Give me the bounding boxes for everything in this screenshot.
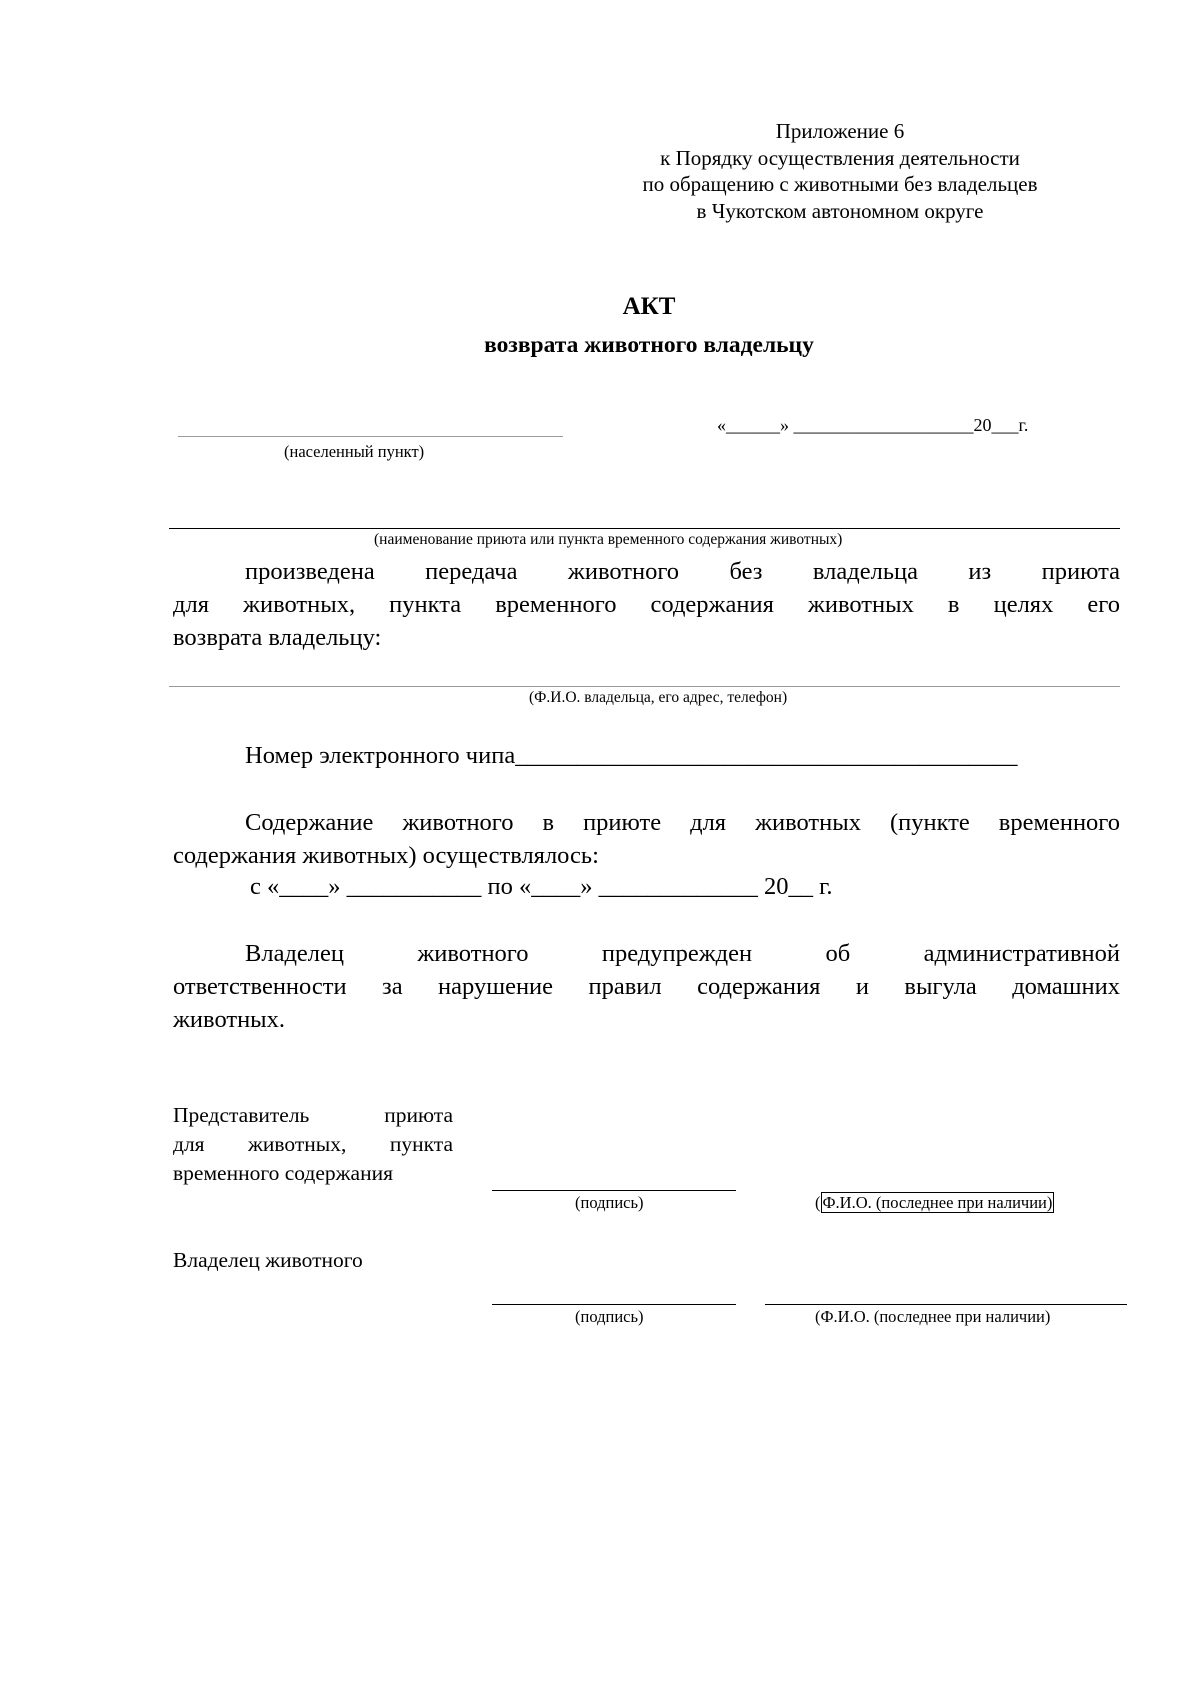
appendix-line: Приложение 6 (775, 119, 905, 143)
shelter-caption: (наименование приюта или пункта временного содержания животных) (374, 531, 843, 548)
paragraph-line: Содержание животного в приюте для животных (пункте временного (245, 809, 1120, 836)
owner-caption: (Ф.И.О. владельца, его адрес, телефон) (529, 689, 788, 706)
rep-fio-caption (815, 1193, 1054, 1213)
representative-line: для животных, пункта (173, 1132, 453, 1156)
rep-fio-prefix: ( (815, 1193, 821, 1212)
keeping-period: с «____» ___________ по «____» _____________ 20__ г. (250, 873, 833, 900)
owner-line (169, 686, 1120, 687)
representative-label (173, 1101, 453, 1188)
appendix-line: в Чукотском автономном округе (696, 198, 984, 223)
paragraph-line: содержания животных) осуществлялось: (173, 842, 599, 869)
paragraph-line: Владелец животного предупрежден об административной (245, 940, 1120, 967)
shelter-line (169, 528, 1120, 529)
representative-line: временного содержания (173, 1161, 393, 1185)
place-caption: (населенный пункт) (284, 442, 425, 461)
appendix-line: к Порядку осуществления деятельности (660, 145, 1020, 170)
transfer-paragraph (173, 555, 1120, 654)
paragraph-line: для животных, пункта временного содержания животных в целях его (173, 591, 1120, 618)
document-subtitle: возврата животного владельцу (484, 332, 814, 358)
owner-signature-label: Владелец животного (173, 1248, 363, 1272)
warning-paragraph (173, 937, 1120, 1036)
paragraph-line: возврата владельцу: (173, 624, 382, 651)
chip-number-field: Номер электронного чипа_________________________________________ (245, 742, 1018, 769)
owner-fio-caption: (Ф.И.О. (последнее при наличии) (815, 1307, 1051, 1326)
appendix-line: по обращению с животными без владельцев (642, 172, 1038, 196)
document-title: АКТ (622, 293, 676, 320)
keeping-paragraph (173, 806, 1120, 872)
paragraph-line: ответственности за нарушение правил содержания и выгула домашних (173, 973, 1120, 1000)
representative-line: Представитель приюта (173, 1103, 453, 1127)
paragraph-line: животных. (173, 1006, 286, 1033)
paragraph-line: произведена передача животного без владельца из приюта (245, 558, 1120, 585)
owner-fio-line (765, 1304, 1127, 1305)
owner-signature-caption: (подпись) (575, 1307, 644, 1326)
rep-signature-line (492, 1190, 736, 1191)
rep-signature-caption: (подпись) (575, 1193, 644, 1212)
place-line (178, 436, 563, 437)
rep-fio-boxed: Ф.И.О. (последнее при наличии) (822, 1193, 1053, 1212)
date-line: «______» ____________________20___г. (717, 415, 1029, 435)
appendix-block (560, 118, 1120, 224)
owner-signature-line (492, 1304, 736, 1305)
